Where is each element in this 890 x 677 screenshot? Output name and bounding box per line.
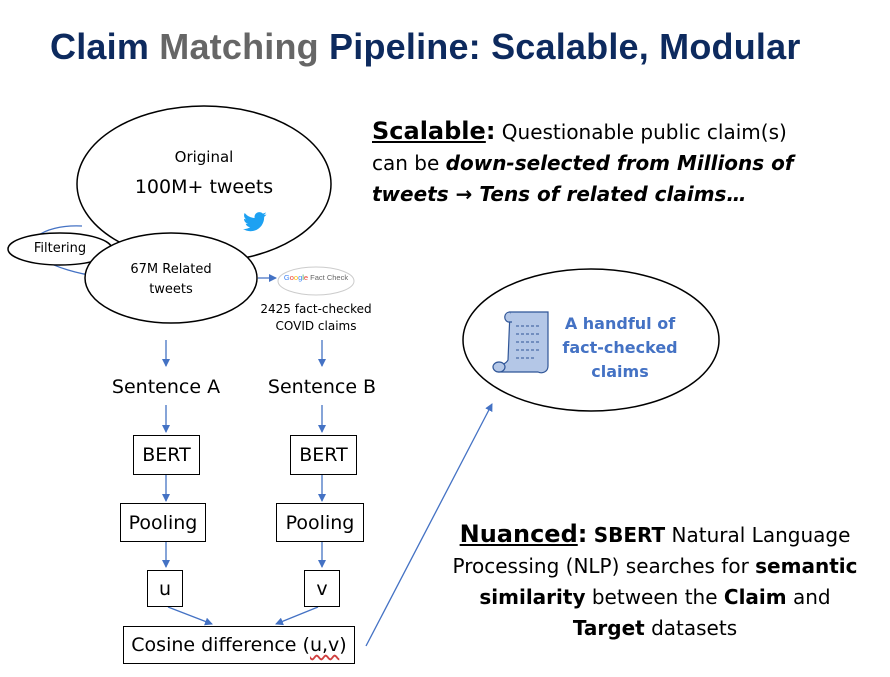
bert-box-a: BERT xyxy=(133,435,200,475)
u-box: u xyxy=(147,570,183,607)
title-matching: Matching xyxy=(159,26,319,67)
v-box: v xyxy=(304,570,340,607)
bert-box-b: BERT xyxy=(290,435,357,475)
scalable-heading: Scalable xyxy=(372,117,486,145)
cosine-difference-box: Cosine difference ( u,v ) xyxy=(123,626,355,664)
title-rest: Pipeline: Scalable, Modular xyxy=(318,26,801,67)
arrow-v-to-cosine xyxy=(276,607,318,624)
factchecked-line2: COVID claims xyxy=(275,319,357,333)
pooling-box-a: Pooling xyxy=(120,503,206,542)
factchecked-line1: 2425 fact-checked xyxy=(260,302,372,316)
original-count: 100M+ tweets xyxy=(134,176,274,198)
nuanced-paragraph: Nuanced: SBERT Natural Language Processing (NLP) searches for semantic similarity between the Claim and Target datasets xyxy=(452,520,858,640)
scalable-paragraph: Scalable: Questionable public claim(s) can be down-selected from Millions of tweets → Tens of related claims… xyxy=(372,117,794,206)
sentence-b-label: Sentence B xyxy=(267,376,377,398)
related-line1: 67M Related xyxy=(130,262,212,277)
pooling-box-b: Pooling xyxy=(276,503,364,542)
handful-label: A handful of fact-checked claims xyxy=(562,314,678,381)
related-tweets-ellipse xyxy=(85,233,257,323)
google-factcheck-logo: Google Fact Check xyxy=(283,273,349,282)
nuanced-heading: Nuanced xyxy=(459,520,578,548)
sentence-a-label: Sentence A xyxy=(111,376,221,398)
title-claim: Claim xyxy=(50,26,160,67)
related-line2: tweets xyxy=(149,282,193,297)
original-label: Original xyxy=(174,148,234,166)
arrow-u-to-cosine xyxy=(168,607,212,624)
filtering-label: Filtering xyxy=(33,241,87,256)
